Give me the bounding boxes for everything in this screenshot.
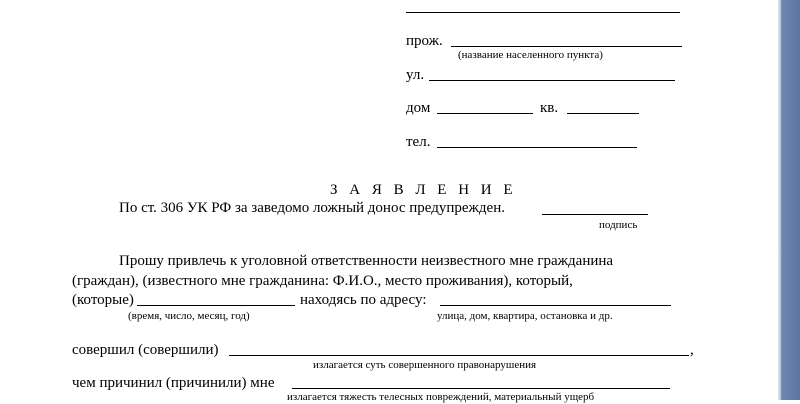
time-hint: (время, число, месяц, год) [128, 310, 250, 322]
paragraph-line-1: Прошу привлечь к уголовной ответственности неизвестного мне гражданина [119, 253, 614, 269]
paragraph-line-3-start: (которые) [72, 292, 134, 308]
apartment-label: кв. [540, 100, 559, 116]
house-field-line [437, 113, 533, 114]
committed-comma: , [690, 342, 694, 358]
paragraph-line-2: (граждан), (известного мне гражданина: Ф.И.О., место проживания), который, [72, 273, 573, 289]
residence-label: прож. [406, 33, 443, 49]
residence-field-line [451, 46, 682, 47]
phone-label: тел. [406, 134, 431, 150]
house-label: дом [406, 100, 431, 116]
signature-hint: подпись [599, 219, 638, 231]
residence-hint: (название населенного пункта) [458, 49, 603, 61]
committed-label: совершил (совершили) [72, 342, 219, 358]
damage-field-line [292, 388, 670, 389]
damage-label: чем причинил (причинили) мне [72, 375, 275, 391]
apartment-field-line [567, 113, 639, 114]
damage-hint: излагается тяжесть телесных повреждений, материальный ущерб [287, 391, 595, 403]
street-field-line [429, 80, 675, 81]
address-hint: улица, дом, квартира, остановка и др. [437, 310, 613, 322]
time-field-line [137, 305, 295, 306]
warning-text: По ст. 306 УК РФ за заведомо ложный донос предупрежден. [119, 200, 505, 216]
offense-field-line [229, 355, 689, 356]
window-side-border [778, 0, 800, 400]
offense-hint: излагается суть совершенного правонарушения [313, 359, 537, 371]
phone-field-line [437, 147, 637, 148]
name-field-line [406, 12, 680, 13]
address-field-line [440, 305, 671, 306]
signature-line [542, 214, 648, 215]
street-label: ул. [406, 67, 425, 83]
document-title: З А Я В Л Е Н И Е [330, 182, 517, 198]
address-label: находясь по адресу: [300, 292, 427, 308]
